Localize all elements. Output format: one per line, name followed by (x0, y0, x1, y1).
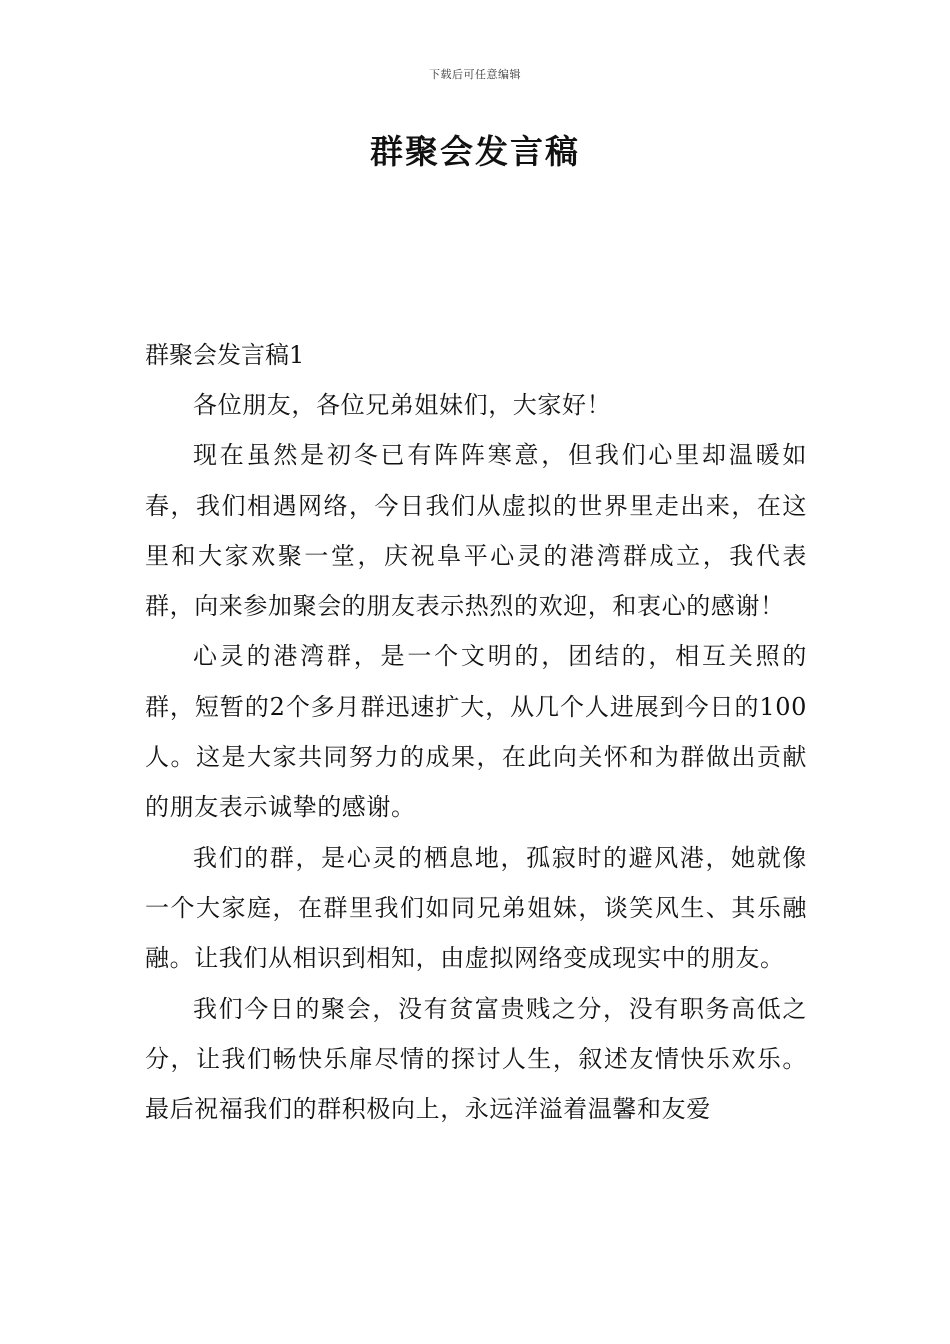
document-title: 群聚会发言稿 (370, 132, 580, 171)
paragraph-closing: 我们今日的聚会，没有贫富贵贱之分，没有职务高低之分，让我们畅快乐扉尽情的探讨人生，叙述友情快乐欢乐。最后祝福我们的群积极向上，永远洋溢着温馨和友爱 (145, 994, 807, 1124)
document-body (145, 330, 807, 1134)
paragraph-group-spirit: 我们的群，是心灵的栖息地，孤寂时的避风港，她就像一个大家庭，在群里我们如同兄弟姐妹，谈笑风生、其乐融融。让我们从相识到相知，由虚拟网络变成现实中的朋友。 (145, 843, 807, 973)
section-heading: 群聚会发言稿1 (145, 341, 305, 369)
paragraph-greeting: 各位朋友，各位兄弟姐妹们，大家好！ (193, 391, 612, 419)
header-note: 下载后可任意编辑 (429, 68, 521, 81)
paragraph-welcome: 现在虽然是初冬已有阵阵寒意，但我们心里却温暖如春，我们相遇网络，今日我们从虚拟的世界里走出来，在这里和大家欢聚一堂，庆祝阜平心灵的港湾群成立，我代表群，向来参加聚会的朋友表示热烈的欢迎，和衷心的感谢！ (145, 441, 807, 621)
paragraph-group-growth: 心灵的港湾群，是一个文明的，团结的，相互关照的群，短暂的2个多月群迅速扩大，从几个人进展到今日的100人。这是大家共同努力的成果，在此向关怀和为群做出贡献的朋友表示诚挚的感谢。 (145, 642, 807, 822)
